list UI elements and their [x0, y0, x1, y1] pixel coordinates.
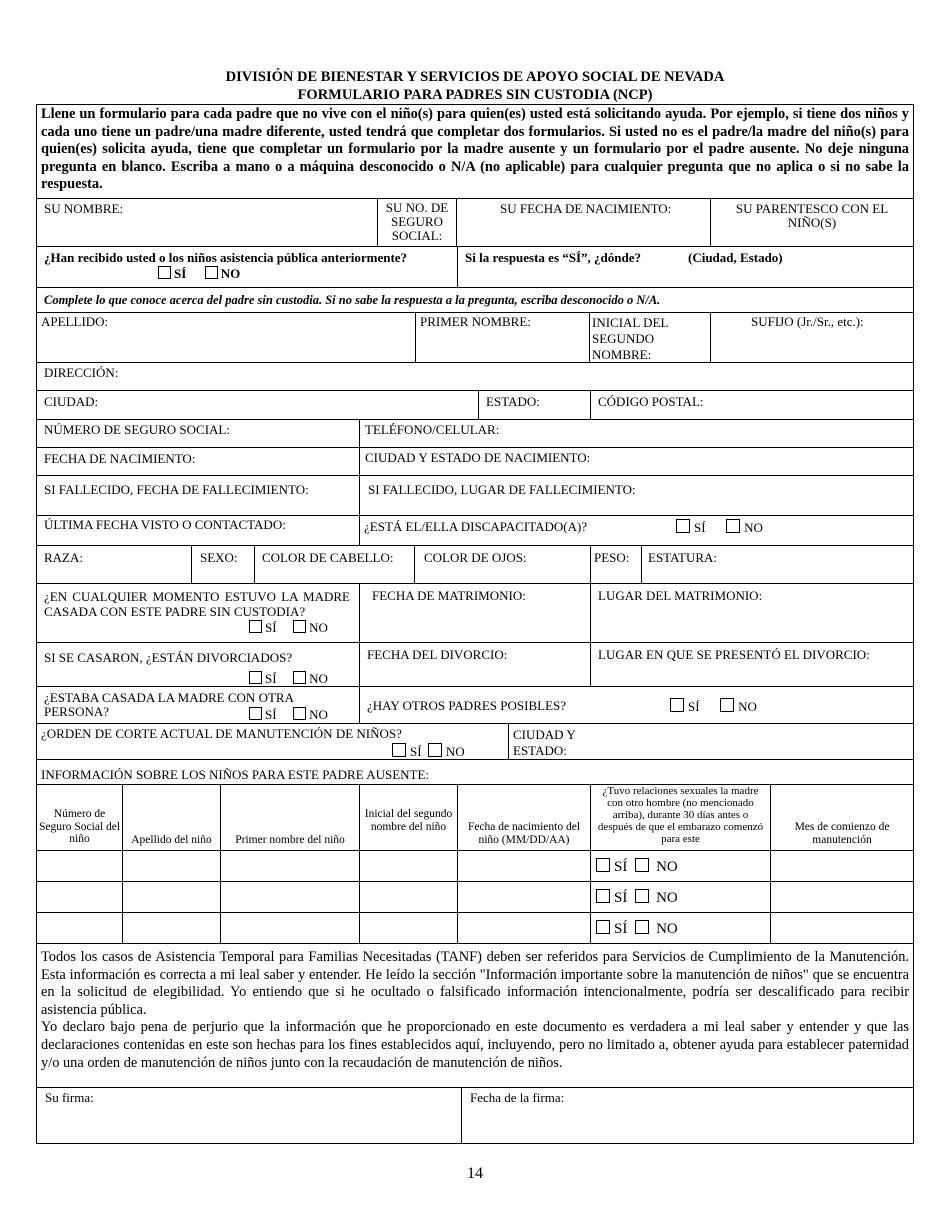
married-yes-checkbox[interactable] [249, 620, 262, 633]
divorced-question: SI SE CASARON, ¿ESTÁN DIVORCIADOS? [44, 650, 293, 665]
child-1-yes-checkbox[interactable] [596, 858, 610, 872]
form-title: FORMULARIO PARA PADRES SIN CUSTODIA (NCP) [297, 87, 653, 103]
court-city-state-label: CIUDAD Y ESTADO: [513, 727, 576, 758]
ncp-city-label: CIUDAD: [44, 394, 99, 409]
declaration-paragraph-1: Todos los casos de Asistencia Temporal para Familias Necesitadas (TANF) deben ser referidos para Servicios de Cumplimiento de la Manutención. Esta información es correcta a mi leal saber y entender. He leído la sección "Información importante sobre la manutención de niños" que se encuentra en la solicitud de elegibilidad. Yo entiendo que si he ocultado o falsificado información intencionalmente, podría ser descalificado para recibir asistencia pública. [41, 949, 909, 1018]
child-3-relations-options [596, 920, 678, 937]
child-1-first-name-cell[interactable] [220, 850, 360, 882]
ncp-suffix-label: SUFIJO (Jr./Sr., etc.): [751, 314, 864, 329]
ncp-last-seen-label: ÚLTIMA FECHA VISTO O CONTACTADO: [44, 517, 286, 532]
signature-date-label: Fecha de la firma: [470, 1090, 565, 1105]
col-header-relations-text: ¿Tuvo relaciones sexuales la madre con otro hombre (no mencionado arriba), durante 30 días antes o después de que el embarazo comenzó para este [597, 785, 764, 845]
assistance-yes-checkbox[interactable] [158, 266, 171, 279]
ncp-race-label: RAZA: [44, 550, 83, 565]
other-fathers-options [670, 698, 757, 714]
ncp-instruction: Complete lo que conoce acerca del padre sin custodia. Si no sabe la respuesta a la pregunta, escriba desconocido o N/A. [44, 293, 661, 307]
no-label: NO [744, 520, 763, 535]
ncp-address-label: DIRECCIÓN: [44, 365, 119, 380]
col-header-ssn-text: Número de Seguro Social del niño [38, 808, 121, 845]
other-fathers-question: ¿HAY OTROS PADRES POSIBLES? [367, 698, 567, 713]
child-2-yes-checkbox[interactable] [596, 889, 610, 903]
ncp-eyes-label: COLOR DE OJOS: [424, 550, 527, 565]
signature-cell[interactable] [36, 1087, 462, 1144]
no-label: NO [656, 921, 678, 937]
court-order-question: ¿ORDEN DE CORTE ACTUAL DE MANUTENCIÓN DE NIÑOS? [41, 726, 402, 741]
ncp-death-place-label: SI FALLECIDO, LUGAR DE FALLECIMIENTO: [368, 482, 636, 497]
married-options [249, 620, 328, 635]
mother-married-other-question: ¿ESTABA CASADA LA MADRE CON OTRA PERSONA? [44, 690, 294, 719]
divorced-options [249, 671, 328, 686]
yes-label: SÍ [410, 744, 422, 759]
court-order-options [392, 743, 465, 759]
ncp-phone-label: TELÉFONO/CELULAR: [365, 422, 500, 437]
child-3-ssn-cell[interactable] [36, 912, 123, 944]
yes-label: SÍ [174, 266, 187, 281]
ncp-state-label: ESTADO: [486, 394, 540, 409]
ncp-height-label: ESTATURA: [648, 550, 718, 565]
ncp-zip-label: CÓDIGO POSTAL: [598, 394, 704, 409]
child-3-middle-initial-cell[interactable] [359, 912, 458, 944]
yes-label: SÍ [265, 707, 277, 722]
child-1-middle-initial-cell[interactable] [359, 850, 458, 882]
declaration-text [41, 949, 909, 1072]
disabled-no-checkbox[interactable] [726, 519, 740, 533]
ncp-middle-initial-label: INICIAL DEL SEGUNDO NOMBRE: [592, 315, 668, 362]
ncp-death-date-label: SI FALLECIDO, FECHA DE FALLECIMIENTO: [44, 482, 309, 497]
ncp-sex-label: SEXO: [200, 550, 238, 565]
applicant-relationship-label: SU PARENTESCO CON EL NIÑO(S) [735, 201, 889, 230]
col-header-support-month-text: Mes de comienzo de manutención [794, 821, 890, 846]
ncp-city-cell[interactable] [36, 390, 479, 420]
ncp-address-cell[interactable] [36, 362, 914, 391]
no-label: NO [309, 671, 328, 686]
no-label: NO [656, 890, 678, 906]
child-2-relations-options [596, 889, 678, 906]
mother-married-other-no-checkbox[interactable] [293, 707, 306, 720]
court-order-yes-checkbox[interactable] [392, 743, 406, 757]
assistance-question: ¿Han recibido usted o los niños asistencia pública anteriormente? [44, 250, 408, 265]
declaration-paragraph-2: Yo declaro bajo pena de perjurio que la información que he proporcionado en este documento es verdadera a mi leal saber y entender y que las declaraciones contenidas en este son hechas para los fines establecidos aquí, incluyendo, pero no limitado a, obtener ayuda para establecer paternidad y/o una orden de manutención de niños junto con la recaudación de manutención de niños. [41, 1019, 909, 1071]
child-3-no-checkbox[interactable] [635, 920, 649, 934]
assistance-no-checkbox[interactable] [205, 266, 218, 279]
child-2-middle-initial-cell[interactable] [359, 881, 458, 913]
no-label: NO [656, 859, 678, 875]
child-2-support-month-cell[interactable] [770, 881, 914, 913]
child-1-dob-cell[interactable] [457, 850, 591, 882]
col-header-first-name-text: Primer nombre del niño [235, 834, 345, 846]
mother-married-other-options [249, 707, 328, 722]
child-1-relations-options [596, 858, 678, 875]
married-question: ¿EN CUALQUIER MOMENTO ESTUVO LA MADRE CASADA CON ESTE PADRE SIN CUSTODIA? [44, 589, 350, 619]
child-1-support-month-cell[interactable] [770, 850, 914, 882]
ncp-dob-label: FECHA DE NACIMIENTO: [44, 451, 196, 466]
child-2-no-checkbox[interactable] [635, 889, 649, 903]
divorce-place-label: LUGAR EN QUE SE PRESENTÓ EL DIVORCIO: [598, 647, 870, 662]
yes-label: SÍ [265, 620, 277, 635]
col-header-middle-initial-text: Inicial del segundo nombre del niño [364, 808, 453, 833]
child-3-dob-cell[interactable] [457, 912, 591, 944]
child-3-support-month-cell[interactable] [770, 912, 914, 944]
child-3-first-name-cell[interactable] [220, 912, 360, 944]
yes-label: SÍ [265, 671, 277, 686]
other-fathers-yes-checkbox[interactable] [670, 698, 684, 712]
divorced-yes-checkbox[interactable] [249, 671, 262, 684]
court-order-no-checkbox[interactable] [428, 743, 442, 757]
yes-label: SÍ [694, 520, 706, 535]
child-2-last-name-cell[interactable] [122, 881, 221, 913]
no-label: NO [309, 707, 328, 722]
no-label: NO [738, 699, 757, 714]
col-header-relations [590, 784, 771, 851]
disabled-options [676, 519, 763, 535]
ncp-birthplace-label: CIUDAD Y ESTADO DE NACIMIENTO: [365, 450, 591, 465]
col-header-last-name-text: Apellido del niño [131, 834, 212, 846]
child-2-first-name-cell[interactable] [220, 881, 360, 913]
child-2-dob-cell[interactable] [457, 881, 591, 913]
assistance-where-label: Si la respuesta es “SÍ”, ¿dónde? [465, 250, 642, 265]
child-1-last-name-cell[interactable] [122, 850, 221, 882]
divorce-date-label: FECHA DEL DIVORCIO: [367, 647, 508, 662]
marriage-place-label: LUGAR DEL MATRIMONIO: [598, 588, 763, 603]
ncp-ssn-label: NÚMERO DE SEGURO SOCIAL: [44, 422, 230, 437]
city-state-hint: (Ciudad, Estado) [688, 250, 783, 265]
marriage-date-label: FECHA DE MATRIMONIO: [372, 588, 526, 603]
ncp-last-name-label: APELLIDO: [41, 314, 109, 329]
ncp-first-name-label: PRIMER NOMBRE: [420, 314, 531, 329]
agency-title: DIVISIÓN DE BIENESTAR Y SERVICIOS DE APOYO SOCIAL DE NEVADA [225, 69, 725, 85]
page-number: 14 [467, 1165, 483, 1182]
applicant-ssn-label: SU NO. DE SEGURO SOCIAL: [385, 200, 449, 243]
intro-text: Llene un formulario para cada padre que no vive con el niño(s) para quien(es) usted está solicitando ayuda. Por ejemplo, si tiene dos niños y cada uno tiene un padre/una madre diferente, usted tendrá que completar dos formularios. Si usted no es el padre/la madre del niño(s) para quien(es) solicita ayuda, tiene que completar un formulario por la madre ausente y un formulario por el padre ausente. No deje ninguna pregunta en blanco. Escriba a mano o a máquina desconocido o N/A (no aplicable) para cualquier pregunta que no aplica o si no sabe la respuesta. [41, 106, 909, 192]
child-3-yes-checkbox[interactable] [596, 920, 610, 934]
applicant-name-label: SU NOMBRE: [44, 201, 124, 216]
ncp-disabled-label: ¿ESTÁ EL/ELLA DISCAPACITADO(A)? [364, 519, 588, 534]
other-fathers-no-checkbox[interactable] [720, 698, 734, 712]
child-1-ssn-cell[interactable] [36, 850, 123, 882]
child-1-no-checkbox[interactable] [635, 858, 649, 872]
child-2-ssn-cell[interactable] [36, 881, 123, 913]
married-no-checkbox[interactable] [293, 620, 306, 633]
mother-married-other-yes-checkbox[interactable] [249, 707, 262, 720]
no-label: NO [445, 744, 465, 759]
divorced-no-checkbox[interactable] [293, 671, 306, 684]
no-label: NO [220, 266, 241, 281]
no-label: NO [309, 620, 328, 635]
applicant-dob-label: SU FECHA DE NACIMIENTO: [500, 201, 672, 216]
assistance-options [158, 266, 240, 281]
signature-label: Su firma: [45, 1090, 94, 1105]
yes-label: SÍ [688, 699, 700, 714]
yes-label: SÍ [614, 890, 628, 906]
col-header-dob-text: Fecha de nacimiento del niño (MM/DD/AA) [467, 821, 581, 846]
ncp-weight-label: PESO: [594, 550, 630, 565]
yes-label: SÍ [614, 921, 628, 937]
children-section-title: INFORMACIÓN SOBRE LOS NIÑOS PARA ESTE PADRE AUSENTE: [41, 767, 430, 782]
disabled-yes-checkbox[interactable] [676, 519, 690, 533]
yes-label: SÍ [614, 859, 628, 875]
ncp-hair-label: COLOR DE CABELLO: [262, 550, 394, 565]
child-3-last-name-cell[interactable] [122, 912, 221, 944]
